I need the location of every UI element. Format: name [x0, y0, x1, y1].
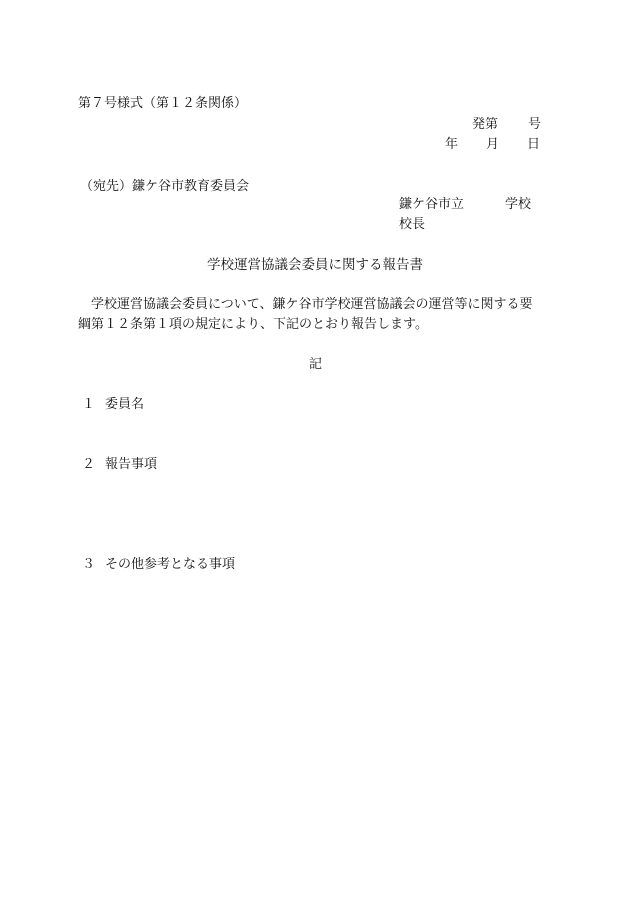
- item-1-number: １: [82, 397, 96, 412]
- body-line-2: 綱第１２条第１項の規定により、下記のとおり報告します。: [78, 317, 428, 332]
- item-1-label: 委員名: [105, 397, 145, 412]
- item-3-number: ３: [82, 557, 96, 572]
- document-title: 学校運営協議会委員に関する報告書: [207, 257, 423, 273]
- sender-school: 学校: [505, 197, 532, 212]
- body-line-1: 学校運営協議会委員について、鎌ケ谷市学校運営協議会の運営等に関する要: [78, 297, 533, 312]
- issue-suffix: 号: [528, 117, 542, 132]
- issue-prefix: 発第: [472, 117, 499, 132]
- sender-city: 鎌ケ谷市立: [399, 197, 465, 212]
- date-day: 日: [527, 137, 541, 152]
- form-number: 第７号様式（第１２条関係）: [78, 96, 248, 111]
- item-2-number: ２: [82, 457, 96, 472]
- item-2-label: 報告事項: [105, 457, 158, 472]
- item-3-label: その他参考となる事項: [105, 557, 236, 572]
- ki-marker: 記: [309, 357, 323, 372]
- sender-principal: 校長: [399, 217, 426, 232]
- date-year: 年: [445, 137, 459, 152]
- date-month: 月: [486, 137, 500, 152]
- addressee: （宛先）鎌ケ谷市教育委員会: [80, 179, 250, 194]
